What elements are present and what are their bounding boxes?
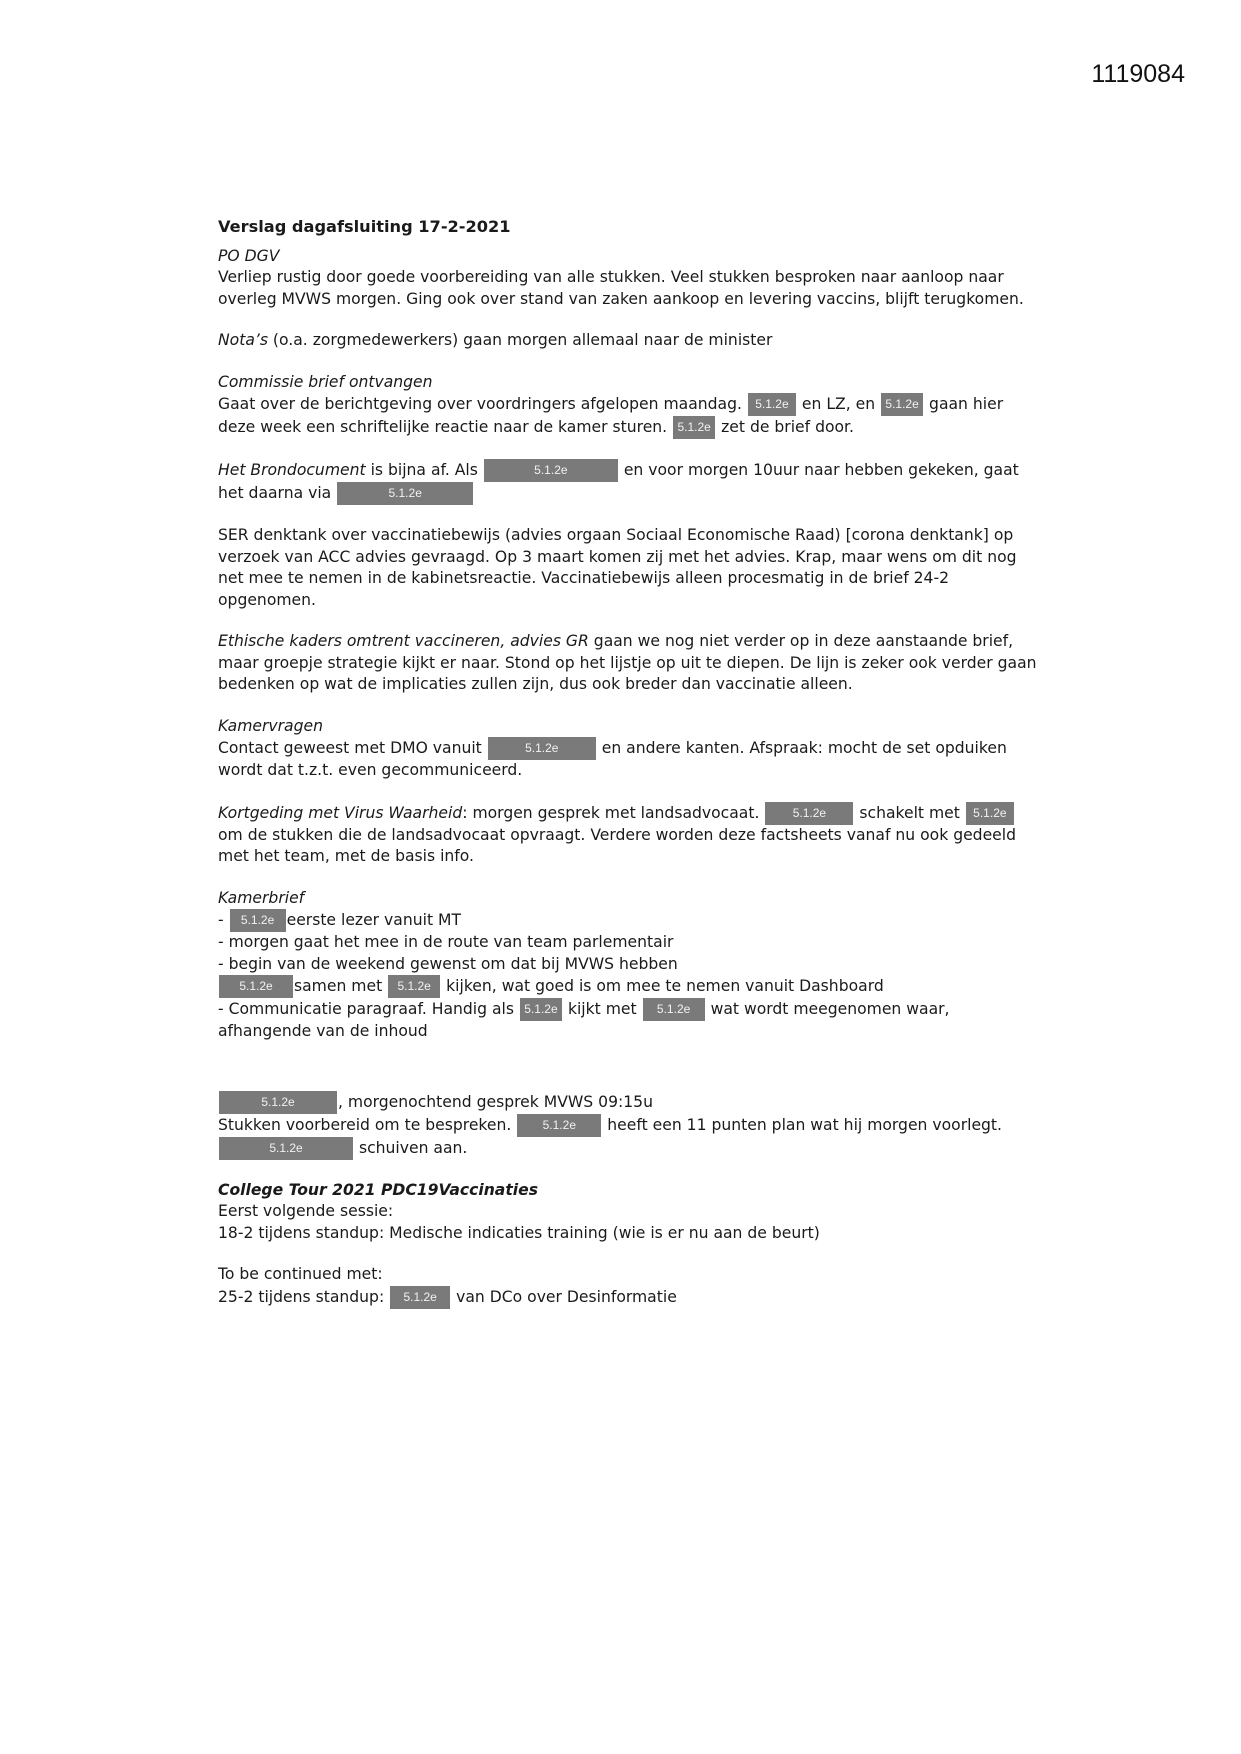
list-item — [218, 975, 1038, 998]
section-kamervragen — [218, 716, 1038, 782]
section-commissie — [218, 372, 1038, 440]
section-brondocument — [218, 459, 1038, 505]
redaction-box: 5.1.2e — [388, 975, 440, 998]
paragraph-text: (o.a. zorgmedewerkers) gaan morgen allemaal naar de minister — [267, 331, 773, 349]
paragraph-text: zet de brief door. — [721, 418, 854, 436]
list-item-text: kijken, wat goed is om mee te nemen vanuit Dashboard — [446, 977, 884, 995]
paragraph — [218, 1286, 1038, 1309]
paragraph-text: van DCo over Desinformatie — [456, 1287, 677, 1306]
redaction-box: 5.1.2e — [966, 802, 1014, 825]
section-kamerbrief — [218, 888, 1038, 1043]
redaction-box: 5.1.2e — [390, 1286, 450, 1309]
paragraph-text: gaan we nog niet verder op in deze aanstaande brief, maar groepje strategie kijkt er naar. Stond op het lijstje op uit te diepen. De lijn is zeker ook verder gaan bedenken op wat de implicaties zullen zijn, dus ook breder dan vaccinatie alleen. — [218, 632, 1037, 693]
redaction-box: 5.1.2e — [337, 482, 473, 505]
redaction-box: 5.1.2e — [219, 1091, 337, 1114]
paragraph-text: Gaat over de berichtgeving over voordringers afgelopen maandag. — [218, 395, 742, 413]
list-item-text: - Communicatie paragraaf. Handig als — [218, 1000, 514, 1018]
redaction-box: 5.1.2e — [643, 998, 705, 1021]
section-heading: Commissie brief ontvangen — [218, 372, 433, 391]
italic-lead: Nota’s — [218, 331, 268, 349]
redaction-box: 5.1.2e — [881, 393, 923, 416]
document-body — [218, 216, 1038, 1329]
paragraph-text: : morgen gesprek met landsadvocaat. — [462, 803, 760, 822]
redaction-box: 5.1.2e — [673, 416, 715, 439]
section-ethisch — [218, 631, 1038, 696]
list-item-text: wat wordt meegenomen waar, afhangende van de inhoud — [218, 1000, 950, 1040]
document-number: 1119084 — [1091, 60, 1185, 88]
list-item — [218, 909, 1038, 932]
page-title: Verslag dagafsluiting 17-2-2021 — [218, 217, 511, 236]
redaction-box: 5.1.2e — [517, 1114, 601, 1137]
paragraph-text: is bijna af. Als — [365, 461, 478, 479]
paragraph-text: schuiven aan. — [358, 1138, 468, 1157]
paragraph-text: heeft een 11 punten plan wat hij morgen voorlegt. — [607, 1115, 1003, 1134]
redaction-box: 5.1.2e — [219, 975, 293, 998]
paragraph — [218, 1091, 1038, 1114]
bullet-dash: - — [218, 911, 229, 929]
italic-lead: Ethische kaders omtrent vaccineren, advies GR — [218, 632, 589, 650]
paragraph-text: en LZ, en — [801, 395, 876, 413]
redaction-box: 5.1.2e — [520, 998, 562, 1021]
redaction-box: 5.1.2e — [230, 909, 286, 932]
paragraph: To be continued met: — [218, 1265, 383, 1283]
spacer — [218, 1063, 1038, 1091]
redaction-box: 5.1.2e — [488, 737, 596, 760]
redaction-box: 5.1.2e — [765, 802, 853, 825]
list-item-text: samen met — [294, 977, 383, 995]
redaction-box: 5.1.2e — [484, 459, 618, 482]
redaction-box: 5.1.2e — [219, 1137, 353, 1160]
list-item — [218, 998, 1038, 1043]
paragraph — [218, 1114, 1038, 1137]
paragraph-text: en voor morgen 10uur naar hebben gekeken, gaat het daarna via — [218, 461, 1019, 502]
section-college-tour — [218, 1180, 1038, 1245]
paragraph — [218, 737, 1038, 782]
paragraph: Verliep rustig door goede voorbereiding van alle stukken. Veel stukken besproken naar aanloop naar overleg MVWS morgen. Ging ook over stand van zaken aankoop en levering vaccins, blijft terugkomen. — [218, 268, 1024, 308]
paragraph-text: schakelt met — [859, 803, 960, 822]
paragraph-text: , morgenochtend gesprek MVWS 09:15u — [338, 1092, 653, 1111]
section-kortgeding — [218, 802, 1038, 868]
section-mvws — [218, 1091, 1038, 1160]
section-po-dgv — [218, 246, 1038, 311]
section-heading: Kamerbrief — [218, 888, 305, 907]
paragraph-text: Stukken voorbereid om te bespreken. — [218, 1115, 512, 1134]
section-heading: PO DGV — [218, 246, 280, 265]
section-heading: Kamervragen — [218, 716, 323, 735]
italic-lead: Kortgeding met Virus Waarheid — [218, 803, 463, 822]
paragraph — [218, 393, 1038, 439]
paragraph-text: en andere kanten. Afspraak: mocht de set opduiken wordt dat t.z.t. even gecommuniceerd. — [218, 739, 1007, 779]
section-notas — [218, 330, 1038, 352]
section-heading: College Tour 2021 PDC19Vaccinaties — [218, 1180, 538, 1199]
paragraph-text: 25-2 tijdens standup: — [218, 1287, 385, 1306]
list-item-text: eerste lezer vanuit MT — [286, 911, 461, 929]
paragraph-text: Contact geweest met DMO vanuit — [218, 739, 482, 757]
paragraph — [218, 1137, 1038, 1160]
list-item-text: kijkt met — [567, 1000, 637, 1018]
paragraph: Eerst volgende sessie: — [218, 1202, 394, 1220]
section-to-be-continued — [218, 1264, 1038, 1309]
section-ser: SER denktank over vaccinatiebewijs (advies orgaan Sociaal Economische Raad) [corona denktank] op verzoek van ACC advies gevraagd. Op 3 maart komen zij met het advies. Krap, maar wens om dit nog net mee te nemen in de kabinetsreactie. Vaccinatiebewijs alleen procesmatig in de brief 24-2 opgenomen. — [218, 526, 1017, 609]
redaction-box: 5.1.2e — [748, 393, 796, 416]
paragraph: 18-2 tijdens standup: Medische indicaties training (wie is er nu aan de beurt) — [218, 1223, 820, 1242]
list-item: - morgen gaat het mee in de route van team parlementair — [218, 933, 674, 951]
paragraph-text: gaan hier deze week een schriftelijke reactie naar de kamer sturen. — [218, 395, 1004, 436]
italic-lead: Het Brondocument — [218, 461, 366, 479]
paragraph-text: om de stukken die de landsadvocaat opvraagt. Verdere worden deze factsheets vanaf nu ook gedeeld met het team, met de basis info. — [218, 825, 1016, 865]
list-item: - begin van de weekend gewenst om dat bij MVWS hebben — [218, 954, 678, 973]
